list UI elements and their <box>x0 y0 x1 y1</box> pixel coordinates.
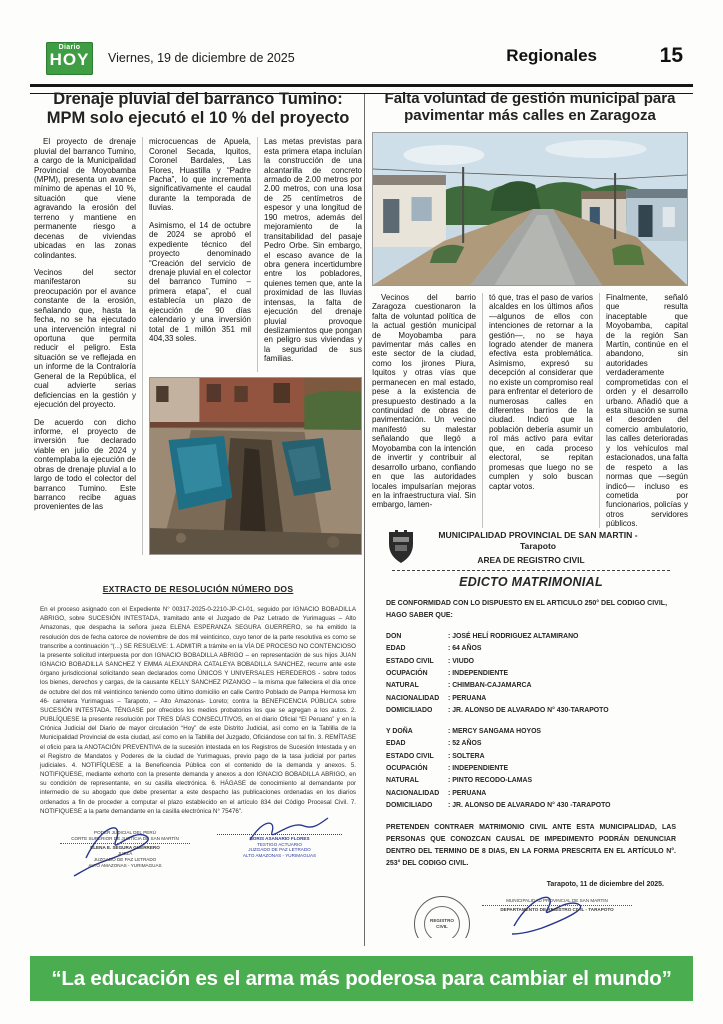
detail-label: Y DOÑA <box>386 728 413 736</box>
logo-hoy-text: HOY <box>49 50 90 69</box>
quote-text: “La educación es el arma más poderosa para cambiar el mundo” <box>51 966 672 990</box>
stamp-line: CORTE SUPERIOR DE JUSTICIA DE SAN MARTÍN <box>71 835 179 841</box>
stamp-line: MUNICIPALIDAD PROVINCIAL DE SAN MARTIN <box>506 897 608 903</box>
legal-notice-title: EXTRACTO DE RESOLUCIÓN NÚMERO DOS <box>102 584 294 594</box>
edition-date: Viernes, 19 de diciembre de 2025 <box>108 51 295 65</box>
clerk-court: JUZGADO DE PAZ LETRADO <box>248 847 311 853</box>
detail-row <box>386 751 676 763</box>
detail-value: : PERUANA <box>448 694 487 702</box>
column-divider <box>364 94 365 946</box>
paragraph: De acuerdo con dicho informe, el proyecto de inversión fue declarado viable en julio de 2024 y contemplaba la ejecución de obras de drenaje pluvial a lo largo de todo el colector del barranco Tumino. Este barranco recibe aguas provenientes de las <box>34 417 136 512</box>
detail-value: : SOLTERA <box>448 752 485 760</box>
detail-row <box>386 788 676 800</box>
judge-stamp <box>60 830 190 868</box>
detail-value: : INDEPENDIENTE <box>448 764 509 772</box>
groom-details <box>386 631 676 717</box>
edicto-closing: PRETENDEN CONTRAER MATRIMONIO CIVIL ANTE ESTA MUNICIPALIDAD, LAS PERSONAS QUE CONOZCAN CAUSAL DE IMPEDIMENTO PODRÁN DENUNCIAR DENTRO DEL TERMINO DE 8 DIAS, EN LA FORMA PRESCRITA EN EL ARTÍCULO N°. 253° DEL CODIGO CIVIL. <box>386 824 676 867</box>
detail-row <box>386 763 676 775</box>
judge-role: JUEZA <box>117 851 133 857</box>
edicto-org-name: MUNICIPALIDAD PROVINCIAL DE SAN MARTIN - Tarapoto <box>438 530 638 552</box>
paragraph: Finalmente, señaló que resulta inaceptable que Moyobamba, capital de la región San Martín, continúe en el abandono, sin autoridades verdaderamente comprometidas con el orden y el desarrollo urbano. Añadió que a esta situación se suma el desorden del comercio ambulatorio, las calles deterioradas y los vehículos mal estacionados, una falta de respeto a las normas que —según indicó— incluso es cometida por funcionarios, policías y otros servidores públicos. <box>606 292 688 528</box>
edicto-title: EDICTO MATRIMONIAL <box>459 575 603 590</box>
detail-value: : 64 AÑOS <box>448 645 482 653</box>
paragraph: Vecinos del barrio Zaragoza cuestionaron la falta de voluntad política de la actual gestión municipal de Moyobamba para pavimentar más calles en este sector de la ciudad, como los jirones Piura, Iquitos y otras vías que permanecen en mal estado, pese a la existencia de presupuesto destinado a la continuidad de obras de pavimentación. Un vecino manifestó su malestar señalando que llegó a Moyobamba con la intención de invertir y contribuir al desarrollo urbano, confiando en que las autoridades locales impulsarían mejoras en la infraestructura vial. Sin embargo, lamen- <box>372 292 476 510</box>
quote-banner <box>30 956 693 1001</box>
edicto-dateline: Tarapoto, 11 de diciembre del 2025. <box>546 880 664 888</box>
legal-notice <box>32 584 364 936</box>
detail-value: : JR. ALONSO DE ALVARADO N° 430-TARAPOTO <box>448 706 609 714</box>
municipal-shield-icon <box>386 530 416 564</box>
paragraph: microcuencas de Apuela, Coronel Secada, Iquitos, Coronel Bardales, Las Flores, Huastilla y “Padre Pacha”, lo que incrementa significativamente el caudal durante la temporada de lluvias. <box>149 137 251 213</box>
detail-value: : PINTO RECODO-LAMAS <box>448 777 533 785</box>
detail-row <box>386 705 676 717</box>
article-zaragoza <box>370 90 690 528</box>
stamp-line: PODER JUDICIAL DEL PERÚ <box>94 829 156 835</box>
detail-row <box>386 680 676 692</box>
landslide-photo-graphic <box>150 378 361 554</box>
detail-row <box>386 668 676 680</box>
article-right-column-1 <box>372 293 483 528</box>
detail-label: DON <box>386 633 402 641</box>
bride-details <box>386 726 676 812</box>
article-left-column-1 <box>34 137 143 555</box>
detail-label: DOMICILIADO <box>386 706 433 714</box>
article-right-body <box>370 293 690 528</box>
article-right-column-2 <box>483 293 600 528</box>
detail-label: OCUPACIÓN <box>386 669 428 677</box>
detail-value: : 52 AÑOS <box>448 740 482 748</box>
detail-label: EDAD <box>386 645 406 653</box>
detail-label: OCUPACIÓN <box>386 764 428 772</box>
article-left-headline: Drenaje pluvial del barranco Tumino: MPM solo ejecutó el 10 % del proyecto <box>46 90 350 128</box>
detail-label: NACIONALIDAD <box>386 789 440 797</box>
paragraph: tó que, tras el paso de varios alcaldes en los últimos años —algunos de ellos con intenciones de retornar a la gestión—, no se haya logrado atender de manera efectiva esta problemática. Asimismo, expresó su decepción al considerar que no existe un compromiso real para enfrentar el deterioro de numerosas calles en diferentes barrios de la ciudad. Indicó que la población debería asumir un rol más activo para evitar que, en cada proceso electoral, se repitan promesas que luego no se cumplen y solo buscan captar votos. <box>489 292 593 491</box>
edicto-stamps <box>372 888 690 938</box>
article-left-body <box>32 135 364 555</box>
detail-row <box>386 738 676 750</box>
detail-label: NATURAL <box>386 682 419 690</box>
detail-value: : INDEPENDIENTE <box>448 669 509 677</box>
article-right-column-3 <box>600 293 688 528</box>
page-number: 15 <box>659 44 683 67</box>
detail-value: : JR. ALONSO DE ALVARADO N° 430 -TARAPOTO <box>448 801 611 809</box>
detail-value: : MERCY SANGAMA HOYOS <box>448 728 542 736</box>
detail-value: : CHIMBAN-CAJAMARCA <box>448 682 532 690</box>
paragraph: Vecinos del sector manifestaron su preocupación por el avance constante de la erosión, señalando que, hasta la fecha, no se ha ejecutado una intervención integral ni oportuna que permita reducir el peligro. Esta situación se ve reflejada en un informe de la Contraloría General de la República, el cual advierte serias deficiencias en la gestión y ejecución del proyecto. <box>34 267 136 410</box>
detail-value: : JOSÉ HELÍ RODRIGUEZ ALTAMIRANO <box>448 633 579 641</box>
article-left-column-3 <box>258 137 362 372</box>
detail-label: NATURAL <box>386 777 419 785</box>
section-title: Regionales <box>506 46 597 65</box>
edicto-intro: DE CONFORMIDAD CON LO DISPUESTO EN EL ARTICULO 250° DEL CODIGO CIVIL, HAGO SABER QUE: <box>386 600 668 620</box>
paragraph: El proyecto de drenaje pluvial del barranco Tumino, a cargo de la Municipalidad Provincial de Moyobamba (MPM), presenta un avance mínimo de apenas el 10 %, situación que viene agravando la erosión del terreno y mantiene en permanente riesgo a decenas de viviendas ubicadas en las zonas colindantes. <box>34 137 136 260</box>
edicto-header <box>372 530 690 589</box>
detail-label: ESTADO CIVIL <box>386 657 434 665</box>
logo-diario-text: Diario <box>58 44 81 51</box>
legal-notice-body: En el proceso asignado con el Expediente N° 00317-2025-0-2210-JP-CI-01, seguido por IGNACIO BOBADILLA ABRIGO, sobre SUCESIÓN INTESTADA, tramitado ante el Juzgado de Paz Letrado de Yurimaguas – Alto Amazonas, que despacha la señora jueza ELENA ESPERANZA SEGURA GUERRERO, se ha emitido la resolución dos de fecha catorce de noviembre de dos mil veinticinco, cuyo tenor de la parte resolutiva es como se transcribe a continuación “(...) SE RESUELVE: 1. ADMITIR a trámite en la VÍA DE PROCESO NO CONTENCIOSO la presente solicitud interpuesta por don IGNACIO BOBADILLA ABRIGO – en representación de sus hijos JUAN IGNACIO BOBADILLA SANCHEZ Y EMMA ALEXANDRA CATALEYA BOBADILLA SANCHEZ, recurre ante este órgano jurisdiccional solicitando sean declarados como ÚNICOS Y UNIVERSALES HEREDEROS - sobre todos los bienes, derechos y cargas, de la causante KELLY SANCHEZ PIZANGO – la misma que falleciera el día once de octubre del dos mil veinticinco teniendo como último domicilio en calle Centro Poblado de Pampa Hermosa km 46- carretera Yurimaguas – Tarapoto, – Alto Amazonas- Loreto; contra la BENEFICENCIA PÚBLICA sobre SUCESIÓN INTESTADA. TÉNGASE por ofrecidos los medios probatorios los que se agregan a los autos. 2. PUBLÍQUESE la presente resolución por TRES DÍAS CONSECUTIVOS, en el diario Oficial “El Peruano” y en la Crónica Judicial del Diario de mayor circulación “Hoy” de este Distrito Judicial, así como en la Tablilla de la Municipalidad Provincial de esta ciudad, así como en la Tablilla del Juzgado, Oficiándose con tal fin. 3. REMÍTASE el oficio para la ANOTACIÓN PREVENTIVA de la sucesión intestada en los Registros de Sucesión Intestada y en el Registro de Mandatos y Poderes de la ciudad de Yurimaguas, previo pago de la tasa judicial por partes judiciales. 4. NOTIFÍQUESE a la Beneficencia Pública con el contenido de la demanda y anexos. 5. NOTIFIQUESE, mediante exhorto con la presente demanda y anexos a don IGNACIO BOBADILLA ABRIGO, en su condición de representante, en su casilla electrónica. 6. HÁGASE de conocimiento al demandante por intermedio de su abogado que debe presentar a este despacho las publicaciones ordenadas en los diarios ordenados a fin de proceder a computar el plazo establecido en el artículo 834 del Código Procesal Civil. 7. NOTIFIQUESE a la parte demandante en la casilla electrónica N° 75476”. <box>40 606 356 815</box>
detail-label: EDAD <box>386 740 406 748</box>
detail-value: : PERUANA <box>448 789 487 797</box>
municipal-stamp <box>482 898 632 913</box>
article-right-headline: Falta voluntad de gestión municipal para pavimentar más calles en Zaragoza <box>384 90 676 125</box>
judge-court: JUZGADO DE PAZ LETRADO <box>93 856 157 862</box>
detail-row <box>386 800 676 812</box>
stamp-line: DEPARTAMENTO DE REGISTRO CIVIL - TARAPOTO <box>482 905 632 913</box>
detail-value: : VIUDO <box>448 657 475 665</box>
detail-row <box>386 656 676 668</box>
masthead <box>30 40 693 82</box>
street-photo <box>372 132 688 286</box>
landslide-photo <box>149 377 362 555</box>
article-left-column-2 <box>149 137 258 372</box>
clerk-role: TESTIGO ACTUARIO <box>257 841 302 847</box>
detail-row <box>386 775 676 787</box>
detail-label: ESTADO CIVIL <box>386 752 434 760</box>
detail-row <box>386 631 676 643</box>
round-stamp-text: REGISTRO CIVIL <box>424 906 460 938</box>
detail-row <box>386 643 676 655</box>
article-drenaje-tumino <box>32 90 364 582</box>
article-left-right-block <box>143 137 362 555</box>
edicto-department: AREA DE REGISTRO CIVIL <box>477 555 585 566</box>
judge-place: ALTO AMAZONAS - YURIMAGUAS <box>88 862 162 868</box>
edicto-matrimonial <box>372 530 690 938</box>
detail-row <box>386 726 676 738</box>
registro-civil-round-stamp <box>414 896 470 938</box>
detail-row <box>386 693 676 705</box>
street-photo-graphic <box>373 133 687 285</box>
clerk-place: ALTO AMAZONAS - YURIMAGUAS <box>242 853 317 859</box>
clerk-stamp <box>217 832 342 859</box>
clerk-name: NORIS ASANARIO FLORES <box>217 834 342 842</box>
detail-label: NACIONALIDAD <box>386 694 440 702</box>
diario-hoy-logo <box>46 42 93 75</box>
judge-name: ELENA E. SEGURA GUERRERO <box>60 843 190 851</box>
paragraph: Asimismo, el 14 de octubre de 2024 se aprobó el expediente técnico del proyecto denominado “Creación del servicio de drenaje pluvial en el colector del barranco Tumino – primera etapa”, el cual establecía un plazo de ejecución de 90 días calendario y una inversión total de 1 millón 351 mil 404,33 soles. <box>149 220 251 343</box>
paragraph: Las metas previstas para esta primera etapa incluían la construcción de una alcantarilla de concreto armado de 2.00 metros por 2.00 metros, con una losa de 25 centímetros de espesor y una longitud de 190 metros, además del mejoramiento de la transitabilidad del pasaje Pedro Orbe. Sin embargo, el escaso avance de la obra genera incertidumbre entre los pobladores, quienes temen que, ante la proximidad de las lluvias intensas, la falta de ejecución del drenaje pluvial provoque deslizamientos que pongan en peligro sus viviendas y la seguridad de sus familias. <box>264 137 362 364</box>
dashed-divider <box>392 570 670 571</box>
detail-label: DOMICILIADO <box>386 801 433 809</box>
legal-signatures <box>32 824 364 902</box>
